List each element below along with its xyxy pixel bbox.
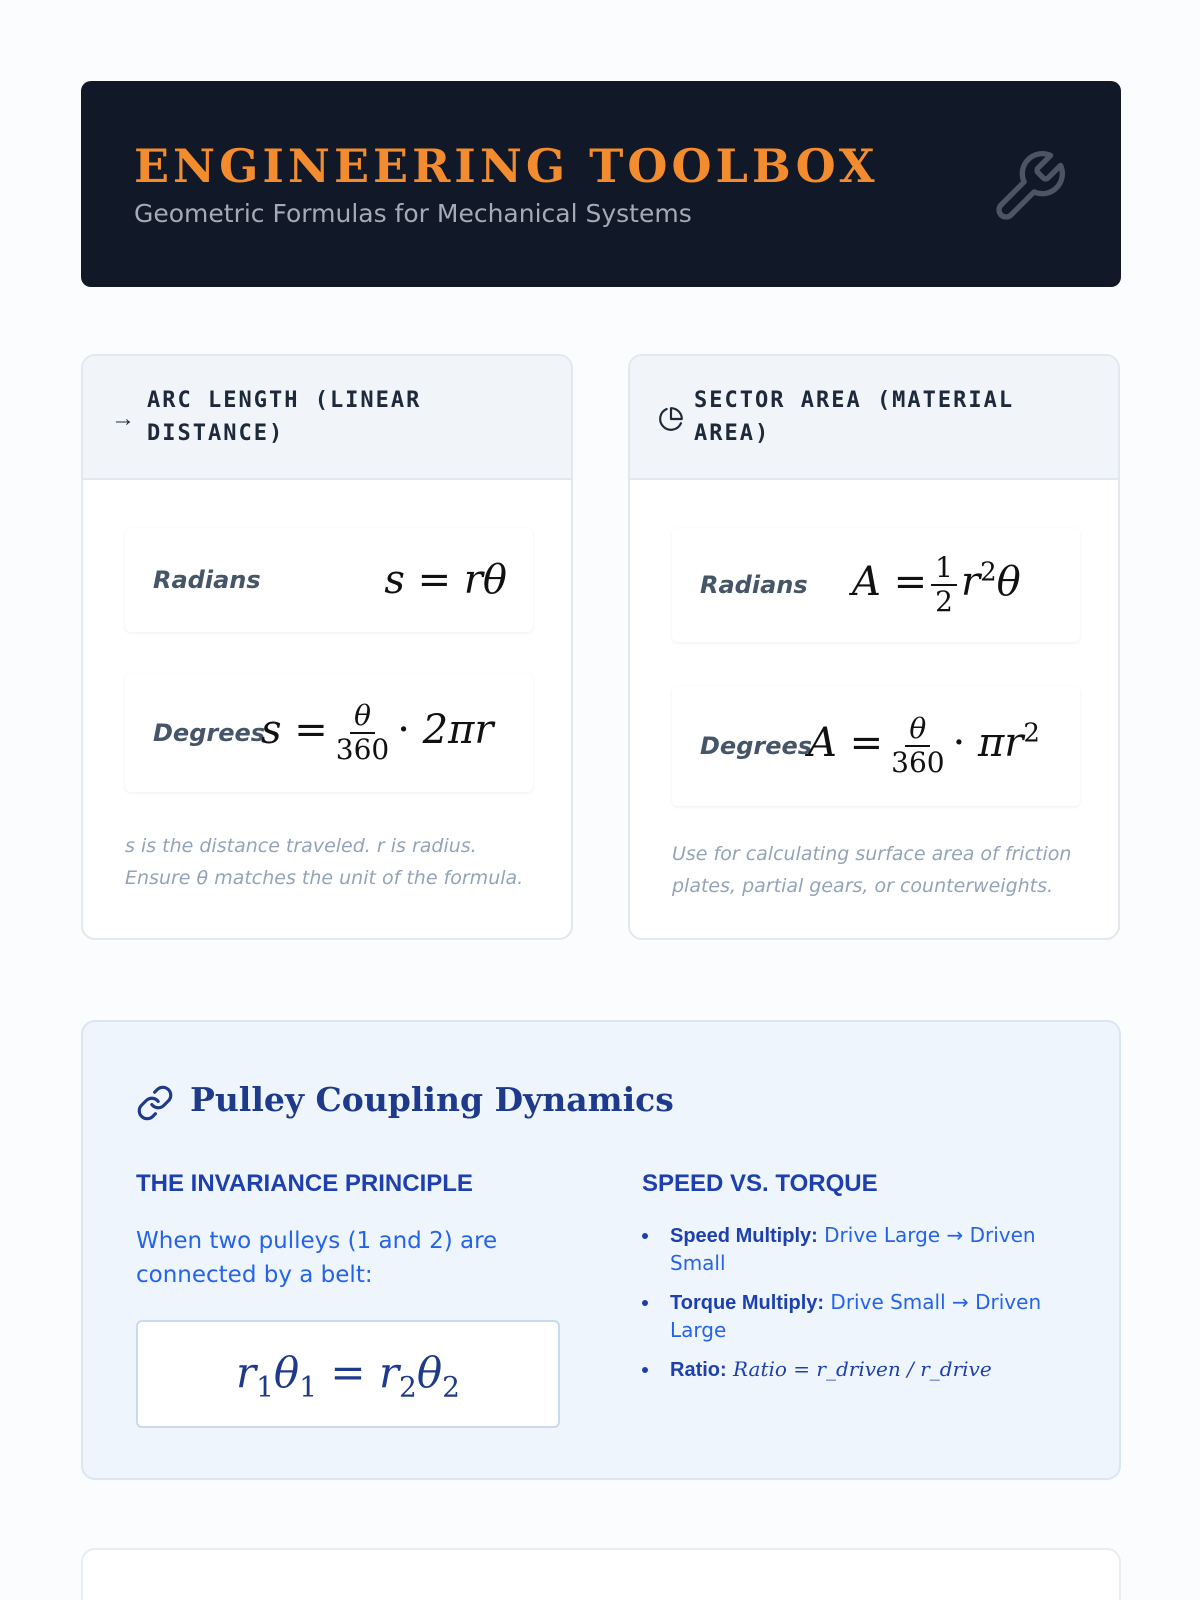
arc-radians-row [125,528,533,632]
invariance-heading: THE INVARIANCE PRINCIPLE [136,1170,473,1197]
ratio-formula: Ratio = r_driven / r_drive [733,1357,992,1381]
sector-area-note: Use for calculating surface area of friction plates, partial gears, or counterweights. [672,843,1072,897]
next-section-card [81,1548,1121,1600]
page-subtitle: Geometric Formulas for Mechanical Systems [134,199,692,228]
link-icon [136,1084,174,1122]
wrench-icon [989,147,1069,227]
speed-torque-list [642,1222,1062,1396]
arc-degrees-formula: s = $\frac{\theta}{360}$ · 2πr [261,699,494,766]
arc-length-card-header [83,356,571,480]
list-item [642,1289,1062,1344]
arc-degrees-row [125,674,533,792]
header-banner [81,81,1121,287]
sector-degrees-formula: A = $\frac{\theta}{360}$ · $\pi r^2$ [808,712,1040,779]
invariance-text: When two pulleys (1 and 2) are connected by a belt: [136,1228,498,1288]
invariance-formula-box [136,1320,560,1428]
list-item [642,1222,1062,1277]
invariance-formula: $r_1\theta_1 = r_2\theta_2$ [236,1348,460,1404]
arc-radians-label: Radians [153,566,261,594]
pie-chart-icon [658,406,684,432]
ratio-label: Ratio: [670,1359,727,1381]
pulley-title: Pulley Coupling Dynamics [190,1080,674,1119]
sector-radians-label: Radians [700,571,808,599]
sector-radians-formula: A = $\frac{1}{2}$ $r^2\theta$ [852,551,1021,618]
sector-degrees-row [672,686,1080,806]
page-title: ENGINEERING TOOLBOX [134,139,879,193]
arc-degrees-label: Degrees [153,719,266,747]
sector-area-card-header [630,356,1118,480]
sector-degrees-label: Degrees [700,732,813,760]
sector-area-title: SECTOR AREA (MATERIAL AREA) [694,388,1015,446]
arrow-right-icon: → [111,405,135,432]
pulley-section [81,1020,1121,1480]
sector-radians-row [672,528,1080,642]
speed-multiply-text: Drive Large → Driven Small [670,1223,1036,1275]
sector-area-card [628,354,1120,940]
torque-multiply-text: Drive Small → Driven Large [670,1290,1042,1342]
arc-length-card [81,354,573,940]
arc-radians-formula: s = rθ [384,557,507,603]
arc-length-note: s is the distance traveled. r is radius. Ensure θ matches the unit of the formula. [125,835,524,889]
list-item [642,1356,1062,1384]
speed-multiply-label: Speed Multiply: [670,1225,818,1247]
speed-torque-heading: SPEED VS. TORQUE [642,1170,878,1197]
torque-multiply-label: Torque Multiply: [670,1292,825,1314]
arc-length-title: ARC LENGTH (LINEAR DISTANCE) [147,388,422,446]
